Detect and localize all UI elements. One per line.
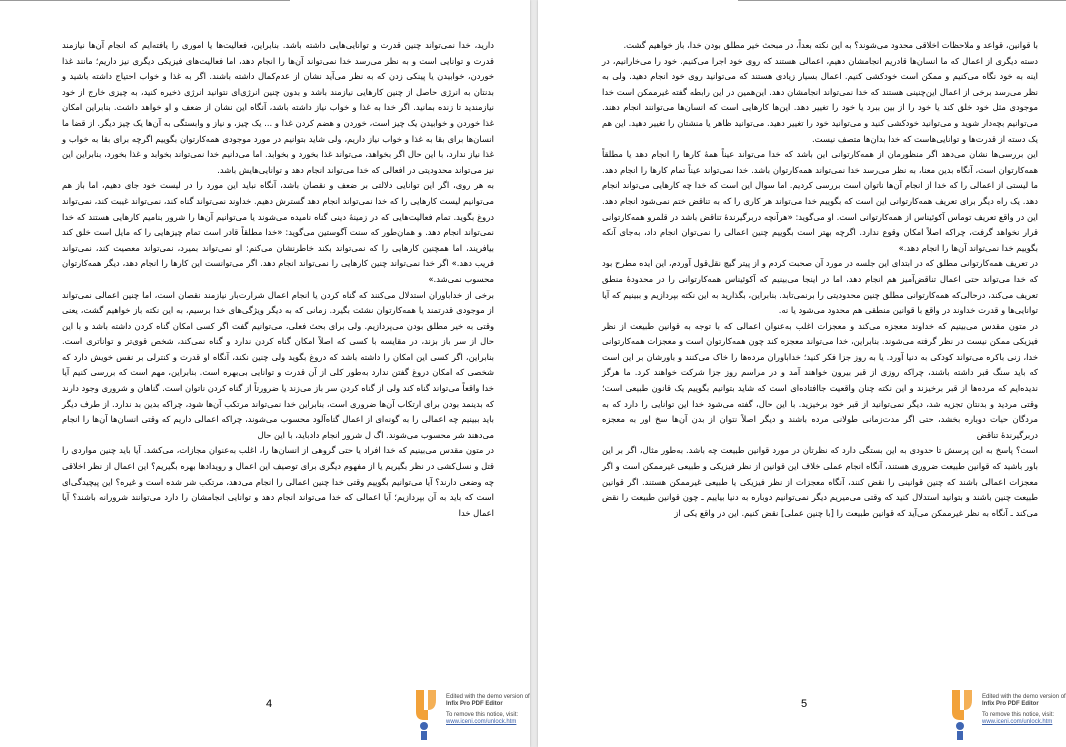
paragraph: دسته دیگری از اعمال که ما انسان‌ها قادریم انجامشان دهیم، اعمالی هستند که روی خود اجرا می‌کنیم. خود را می‌خارانیم، در اینه به خود نگاه می‌کنیم و ممکن است خودکشی کنیم. اعمال بسیار زیادی هستند که می‌توانید روی خود انجام دهید. ولی به نظر می‌رسد برخی از اعمال این‌چنینی هستند که خدا نمی‌تواند انجامشان دهد. این‌همین در این رابطه گفته غیرممکن است خدا موجودی مثل خود خلق کند یا خود را از بین ببرد یا خود را تغییر دهد. این‌ها کارهایی است که انسان‌ها می‌توانند انجام دهند. می‌توانیم بچه‌دار شوید و می‌توانید خودکشی کنید و می‌توانید خود را تغییر دهید. می‌توانید ظاهر یا منشتان را تغییر دهید. این هم یک دسته از قدرت‌ها و توانایی‌هاست که خدا بدان‌ها متصف نیست.	[602, 55, 1038, 144]
paragraph: در متون مقدس می‌بینیم که خدا افراد یا حتی گروهی از انسان‌ها را، اغلب به‌عنوان مجازات، می‌کشد. آیا باید چنین مواردی را قتل و نسل‌کشی در نظر بگیریم یا از مفهوم دیگری برای توصیف این اعمال و رویدادها بهره بگیریم؟ این اعمال از نظر اخلاقی چه وضعی دارند؟ آیا می‌توانیم بگوییم وقتی خدا چنین اعمالی را انجام می‌دهد، مرتکب شر شده است و غیره؟ این پیچیدگی‌ای است که باید به آن بپردازیم؛ آیا اعمالی که خدا می‌تواند انجام دهد و توانایی انجامشان را دارد می‌توانند شرورانه باشند؟ آیا اعمال خدا	[62, 445, 494, 518]
paragraph: در متون مقدس می‌بینیم که خداوند معجزه می‌کند و معجزات اغلب به‌عنوان اعمالی که با توجه به قوانین طبیعت از نظر فیزیکی ممکن نیست در نظر گرفته می‌شوند. بنابراین، خدا می‌تواند معجزه کند چون همه‌کارتوان است و معجزات همه‌کارتوانی خدا، زنی باکره می‌تواند کودکی به دنیا آورد. یا به روز جزا فکر کنید؛ خداباوران مرده‌ها را خاک می‌کنند و باورشان بر این است که باید سنگ قبر داشته باشند، چراکه روزی از قبر بیرون خواهند آمد و در مراسم روز جزا شرکت خواهند کرد. ما هرگز ندیده‌ایم که مرده‌ها از قبر برخیزند و این نکته چنان واقعیت جاافتاده‌ای است که شاید بتوانیم بگوییم یک قانون طبیعی است؛ وقتی مردید و بدنتان تجزیه شد، دیگر نمی‌توانید از قبر خود برخیزید. با این حال، گفته می‌شود خدا این توانایی را دارد که به مردگان حیات دوباره بخشد، حتی اگر مدت‌زمانی طولانی مرده باشند و دیگر اصلاً نتوان از بدن آن‌ها سخ اور به معجزه دربرگیرندهٔ تناقض	[602, 320, 1038, 440]
demo-notice-line: Edited with the demo version of	[446, 694, 530, 700]
infix-logo-icon	[412, 688, 442, 740]
demo-notice-product: Infix Pro PDF Editor	[982, 701, 1039, 707]
paragraph: این بررسی‌ها نشان می‌دهد اگر منظورمان از همه‌کارتوانی این باشد که خدا می‌تواند عیناً همهٔ کارها را انجام دهد یا مطلقاً همه‌کارتوان است، آنگاه بدین معنا، به نظر می‌رسد خدا نمی‌تواند همه‌کارتوان باشد. خدا نمی‌تواند عیناً تمام کارها را انجام دهد. ما لیستی از اعمالی را که خدا از انجام آن‌ها ناتوان است بررسی کردیم. اما سوال این است که خدا چه کارهایی می‌تواند انجام دهد. یک راه دیگر برای تعریف همه‌کارتوانی این است که بگوییم خدا می‌تواند هر کاری را که به تناقض ختم نمی‌شود انجام دهد. این در واقع تعریف توماس آکوئیناس از همه‌کارتوانی است. او می‌گوید: «هرآنچه دربرگیرندهٔ تناقض باشد در قلمرو همه‌کارتوانی قرار نخواهد گرفت، چراکه اصلاً امکان وقوع ندارد. اگرچه بهتر است بگوییم چنین اعمالی را نمی‌توان انجام داد، به‌جای آنکه بگوییم خدا نمی‌تواند آن‌ها را انجام دهد.»	[602, 149, 1038, 253]
paragraph: برخی از خداباوران استدلال می‌کنند که گناه کردن یا انجام اعمال شرارت‌بار نیازمند نقصان است، اما چنین اعمالی نمی‌تواند از موجودی قدرتمند یا همه‌کارتوان نشئت بگیرد. زمانی که به دیگر ویژگی‌های خدا برسیم، به این نکته باز خواهیم گشت، یعنی وقتی به خیر مطلق بودن می‌پردازیم. ولی برای بحث فعلی، می‌توانیم گفت اگر کسی امکان گناه کردن داشته باشد و با این حال از سر باز بزند، در مقایسه با کسی که اصلاً امکان گناه کردن ندارد و گناه نمی‌کند، شخص قوی‌تر و تواناتری است. بنابراین، اگر کسی این امکان را داشته باشد که دروغ بگوید ولی چنین نکند، آنگاه او قدرت و کنترلی بر نفس خویش دارد که شخصی که امکان دروغ گفتن ندارد به‌طور کلی از آن قدرت و توانایی بی‌بهره است. بنابراین، مهم است که بررسی کنیم آیا خدا واقعاً می‌تواند گناه کند ولی از گناه کردن سر باز می‌زند یا ضرورتاً از گناه کردن ناتوان است. گناهان و شروری وجود دارند که بدینمد بودن برای ارتکاب آن‌ها ضروری است، بنابراین خدا نمی‌تواند مرتکب آن‌ها شود، چراکه بدین بد ندارد. از طرف دیگر باید ببینیم چه اعمالی را به گونه‌ای از اعمال گناه‌آلود محسوب می‌شوند، چراکه اعمالی داریم که وقتی انسان‌ها آن‌ها را انجام می‌دهند شر محسوب می‌شوند. اگ ل شرور انجام دادباید، با این حال	[62, 289, 494, 440]
paragraph: است؟ پاسخ به این پرسش تا حدودی به این بستگی دارد که نظرتان در مورد قوانین طبیعت چه باشد. به‌طور مثال، اگر بر این باور باشید که قوانین طبیعت ضروری هستند، آنگاه انجام عملی خلاف این قوانین از نظر فیزیکی و طبیعی غیرممکن است و اگر معجزات اعمالی باشند که چنین قوانینی را نقض کنند، آنگاه معجزات از نظر فیزیکی یا طبیعی غیرممکن هستند. اگر قوانین طبیعت چنین باشند و بتوانید استدلال کنید که وقتی می‌میریم دیگر نمی‌توانیم دوباره به دنیا بیاییم ـ چون قوانین طبیعت را نقض می‌کند ـ آنگاه به نظر غیرممکن می‌آید که قوانین طبیعت را [با چنین عملی] نقض کنیم. این در واقع یکی از	[602, 445, 1038, 518]
page-body-text	[62, 38, 494, 521]
unlock-link[interactable]: www.iceni.com/unlock.htm	[446, 719, 517, 725]
page-top-border	[0, 0, 290, 1]
demo-notice-line: Edited with the demo version of	[982, 694, 1066, 700]
page-number: 5	[801, 698, 808, 710]
unlock-link[interactable]: www.iceni.com/unlock.htm	[982, 719, 1053, 725]
demo-watermark	[412, 688, 530, 740]
document-page-5	[538, 0, 1066, 747]
demo-notice-product: Infix Pro PDF Editor	[446, 701, 503, 707]
paragraph: دارید، خدا نمی‌تواند چنین قدرت و توانایی‌هایی داشته باشد. بنابراین، فعالیت‌ها یا اموری را یافته‌ایم که انجام آن‌ها نیازمند قدرت و توانایی است و به نظر می‌رسد خدا نمی‌تواند آن‌ها را انجام دهد، اما فعالیت‌های فیزیکی دیگری نیز داریم؛ مانند غذا خوردن، خوابیدن یا پینکی زدن که به نظر می‌آید نشان از عدم‌کمال داشته باشند. اگر به غذا و خواب احتیاج داشته باشید و بدنتان به انرژی حاصل از چنین کارهایی نیازمند باشد و بدون چنین انرژی‌ای نتوانید انرژی ذخیره کنید، به چیزی خارج از خود نیازمندید تا زنده بمانید. اگر خدا به غذا و خواب نیاز داشته باشد، آنگاه این نشان از ضعف و او خواهد داشت. بنابراین امکان غذا خوردن و خوابیدن یک چیز است، خوردن و هضم کردن غذا و ... یک چیز، و نیاز و وابستگی به آن‌ها یک چیز دیگر. از قضا ما انسان‌ها برای بقا به غذا و خواب نیاز داریم، ولی شاید بتوانیم در مورد موجودی همه‌کارتوان بگوییم اگرچه برای بقا به خواب و غذا نیاز ندارد، با این حال اگر بخواهد، می‌تواند غذا بخورد و بخوابد. اما می‌دانیم خدا نمی‌تواند بخوابد و غذا بخورد، بنابراین این نیز می‌تواند محدودیتی در افعالی که خدا می‌تواند انجام دهد و توانایی‌هایش باشد.	[62, 40, 494, 175]
demo-notice-line: To remove this notice, visit:	[446, 712, 519, 718]
paragraph: در تعریف همه‌کارتوانی مطلق که در ابتدای این جلسه در مورد آن صحبت کردم و از پیتر گیچ نقل‌قول آوردم، این ایده مطرح بود که خدا می‌تواند حتی اعمال تناقض‌آمیز هم انجام دهد، اما در اینجا می‌بینیم که آکوئیناس همه‌کارتوانی را در محدودهٔ منطق تعریف می‌کند، درحالی‌که همه‌کارتوانی مطلق چنین محدودیتی را برنمی‌تابد. بنابراین، بگذارید به این نکته بپردازیم و ببینیم که آیا توانایی‌ها و قدرت خداوند در واقع با قوانین منطقی هم محدود می‌شود یا نه.	[602, 258, 1038, 316]
page-top-border	[738, 0, 1066, 1]
demo-notice-line: To remove this notice, visit:	[982, 712, 1055, 718]
paragraph: با قوانین، قواعد و ملاحظات اخلاقی محدود می‌شوند؟ به این نکته بعداً، در مبحث خیر مطلق بودن خدا، باز خواهیم گشت.	[623, 40, 1038, 50]
document-page-4	[0, 0, 530, 747]
page-body-text	[602, 38, 1038, 521]
infix-logo-icon	[948, 688, 978, 740]
page-number: 4	[266, 698, 273, 710]
demo-watermark	[948, 688, 1066, 740]
paragraph: به هر روی، اگر این توانایی دلالتی بر ضعف و نقصان باشد، آنگاه نباید این مورد را در لیست خود جای دهیم، اما باز هم می‌توانیم لیست کارهایی را که خدا نمی‌تواند انجام دهد گسترش دهیم. خداوند نمی‌تواند گناه کند، نمی‌تواند غیبت کند، نمی‌تواند دروغ بگوید. تمام فعالیت‌هایی که در زمینهٔ دینی گناه نامیده می‌شوند یا می‌توانیم آن‌ها را شرور بنامیم کارهایی هستند که خدا نمی‌تواند انجام دهد. و همان‌طور که سنت آگوستین می‌گوید: «خدا مطلقاً قادر است تمام چیزهایی را که مایل است خلق کند بیافریند، اما همچنین کارهایی را که نمی‌تواند بکند خاطرنشان می‌کنم: او نمی‌تواند بمیرد، نمی‌تواند معصیت کند، نمی‌تواند فریب دهد.» اگر خدا نمی‌تواند چنین کارهایی را نمی‌تواند انجام دهد. اگر می‌توانست این کارها را انجام دهد، دیگر همه‌کارتوان محسوب نمی‌شد.»	[62, 180, 494, 284]
